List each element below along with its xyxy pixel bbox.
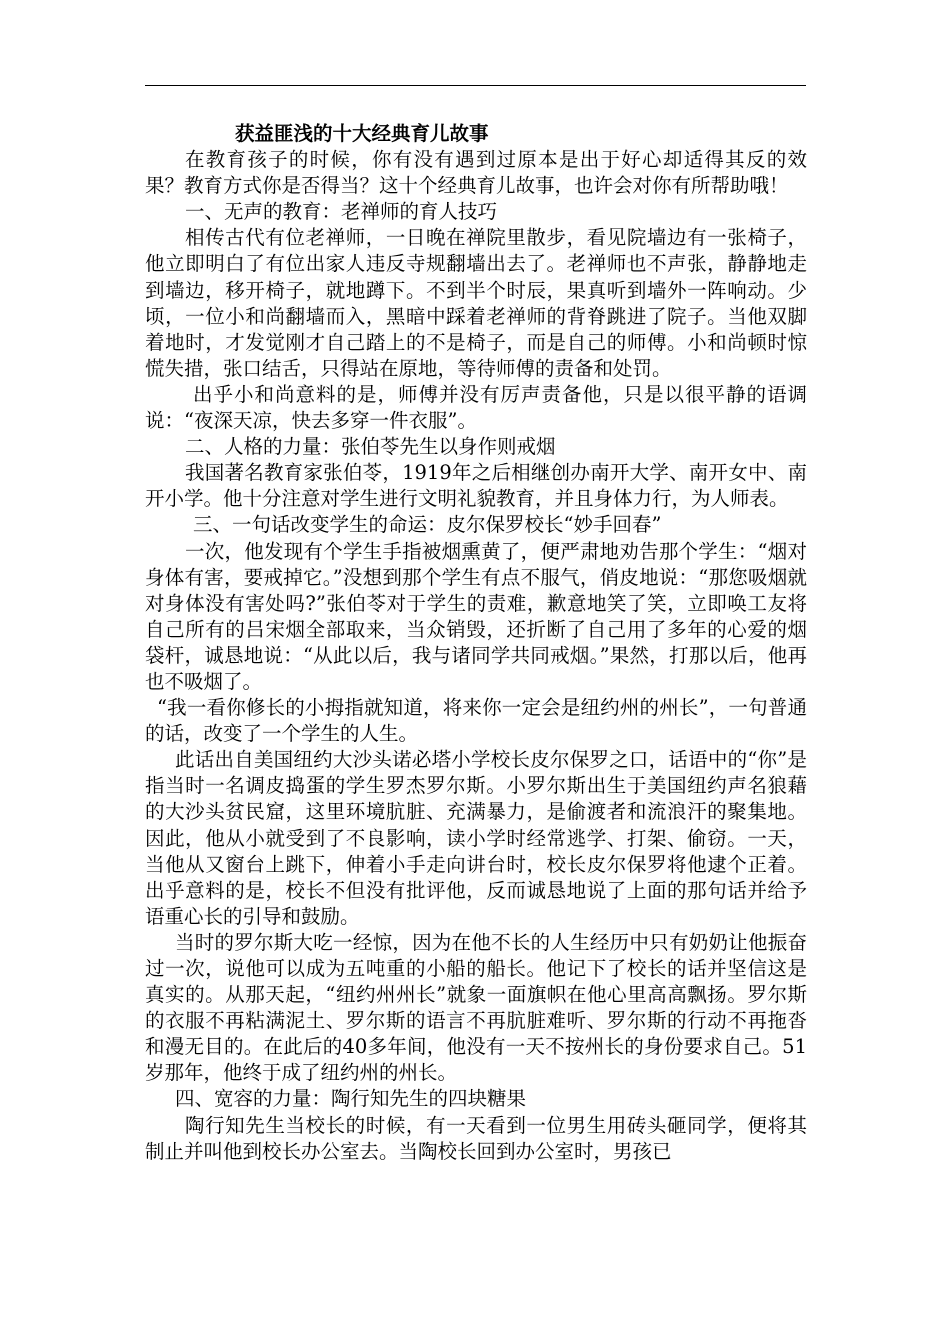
body-paragraph: 出乎小和尚意料的是，师傅并没有厉声责备他，只是以很平静的语调说：“夜深天凉，快去多穿一件衣服”。 <box>145 382 807 433</box>
document-body <box>145 121 807 1165</box>
section-heading-1: 一、无声的教育：老禅师的育人技巧 <box>185 200 498 224</box>
body-paragraph: 相传古代有位老禅师，一日晚在禅院里散步，看见院墙边有一张椅子，他立即明白了有位出家人违反寺规翻墙出去了。老禅师也不声张，静静地走到墙边，移开椅子，就地蹲下。不到半个时辰，果真听到墙外一阵响动。少顷，一位小和尚翻墙而入，黑暗中踩着老禅师的背脊跳进了院子。当他双脚着地时，才发觉刚才自己踏上的不是椅子，而是自己的师傅。小和尚顿时惊慌失措，张口结舌，只得站在原地，等待师傅的责备和处罚。 <box>145 226 807 380</box>
document-title: 获益匪浅的十大经典育儿故事 <box>235 122 489 145</box>
section-heading-4: 四、宽容的力量：陶行知先生的四块糖果 <box>175 1087 527 1111</box>
intro-paragraph: 在教育孩子的时候，你有没有遇到过原本是出于好心却适得其反的效果？教育方式你是否得当？这十个经典育儿故事，也许会对你有所帮助哦！ <box>145 148 807 198</box>
body-paragraph: 此话出自美国纽约大沙头诺必塔小学校长皮尔保罗之口，话语中的“你”是指当时一名调皮捣蛋的学生罗杰罗尔斯。小罗尔斯出生于美国纽约声名狼藉的大沙头贫民窟，这里环境肮脏、充满暴力，是偷渡者和流浪汗的聚集地。因此，他从小就受到了不良影响，读小学时经常逃学、打架、偷窃。一天，当他从又窗台上跳下，伸着小手走向讲台时，校长皮尔保罗将他逮个正着。出乎意料的是，校长不但没有批评他，反而诚恳地说了上面的那句话并给予语重心长的引导和鼓励。 <box>145 748 807 928</box>
section-heading-3: 三、一句话改变学生的命运：皮尔保罗校长“妙手回春” <box>193 513 662 537</box>
body-paragraph: 当时的罗尔斯大吃一经惊，因为在他不长的人生经历中只有奶奶让他振奋过一次，说他可以成为五吨重的小船的船长。他记下了校长的话并坚信这是真实的。从那天起，“纽约州州长”就象一面旗帜在他心里高高飘扬。罗尔斯的衣服不再粘满泥土、罗尔斯的语言不再肮脏难听、罗尔斯的行动不再拖沓和漫无目的。在此后的40多年间，他没有一天不按州长的身份要求自己。51岁那年，他终于成了纽约州的州长。 <box>145 930 807 1085</box>
body-paragraph: “我一看你修长的小拇指就知道，将来你一定会是纽约州的州长”，一句普通的话，改变了一个学生的人生。 <box>145 696 807 746</box>
body-paragraph: 我国著名教育家张伯苓，1919年之后相继创办南开大学、南开女中、南开小学。他十分注意对学生进行文明礼貌教育，并且身体力行，为人师表。 <box>145 461 807 511</box>
header-rule <box>145 85 806 86</box>
body-paragraph: 陶行知先生当校长的时候，有一天看到一位男生用砖头砸同学，便将其制止并叫他到校长办公室去。当陶校长回到办公室时，男孩已 <box>145 1113 807 1163</box>
section-heading-2: 二、人格的力量：张伯苓先生以身作则戒烟 <box>185 435 556 459</box>
body-paragraph: 一次，他发现有个学生手指被烟熏黄了，便严肃地劝告那个学生：“烟对身体有害，要戒掉它。”没想到那个学生有点不服气，俏皮地说：“那您吸烟就对身体没有害处吗?”张伯苓对于学生的责难，歉意地笑了笑，立即唤工友将自己所有的吕宋烟全部取来，当众销毁，还折断了自己用了多年的心爱的烟袋杆，诚恳地说：“从此以后，我与诸同学共同戒烟。”果然，打那以后，他再也不吸烟了。 <box>145 539 807 693</box>
